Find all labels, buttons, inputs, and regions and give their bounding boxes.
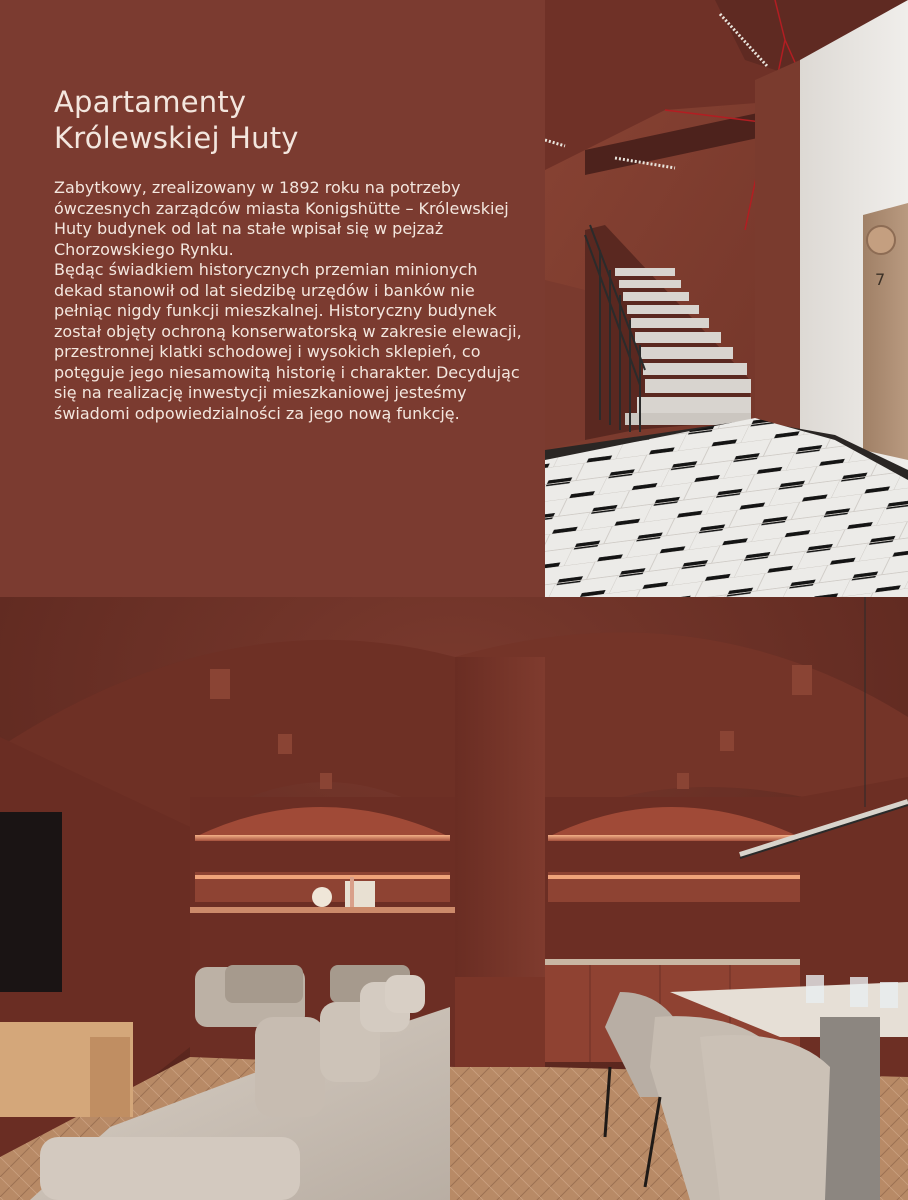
interior-photo [0,597,908,1200]
intro-text [54,178,524,424]
interior-illustration [0,597,908,1200]
staircase-illustration [545,0,908,597]
intro-paragraph-1: Zabytkowy, zrealizowany w 1892 roku na potrzeby ówczesnych zarządców miasta Konigshütte – Królewskiej Huty budynek od lat na stałe wpisał się w pejzaż Chorzowskiego Rynku. [54,178,509,259]
tv-screen [0,812,62,992]
staircase-photo [545,0,908,597]
intro-panel [0,0,545,597]
title-line-1: Apartamenty [54,85,247,119]
page-title [54,84,299,156]
door-number: 7 [875,270,886,289]
title-line-2: Królewskiej Huty [54,121,299,155]
intro-paragraph-2: Będąc świadkiem historycznych przemian minionych dekad stanowił od lat siedzibę urzędów i banków nie pełniąc nigdy funkcji mieszkalnej. Historyczny budynek został objęty ochroną konserwatorską w zakresie elewacji, przestronnej klatki schodowej i wysokich sklepień, co potęguje jego niesamowitą historię i charakter. Decydując się na realizację inwestycji mieszkaniowej jesteśmy świadomi odpowiedzialności za jego nową funkcję. [54,260,522,423]
door [863,203,908,460]
